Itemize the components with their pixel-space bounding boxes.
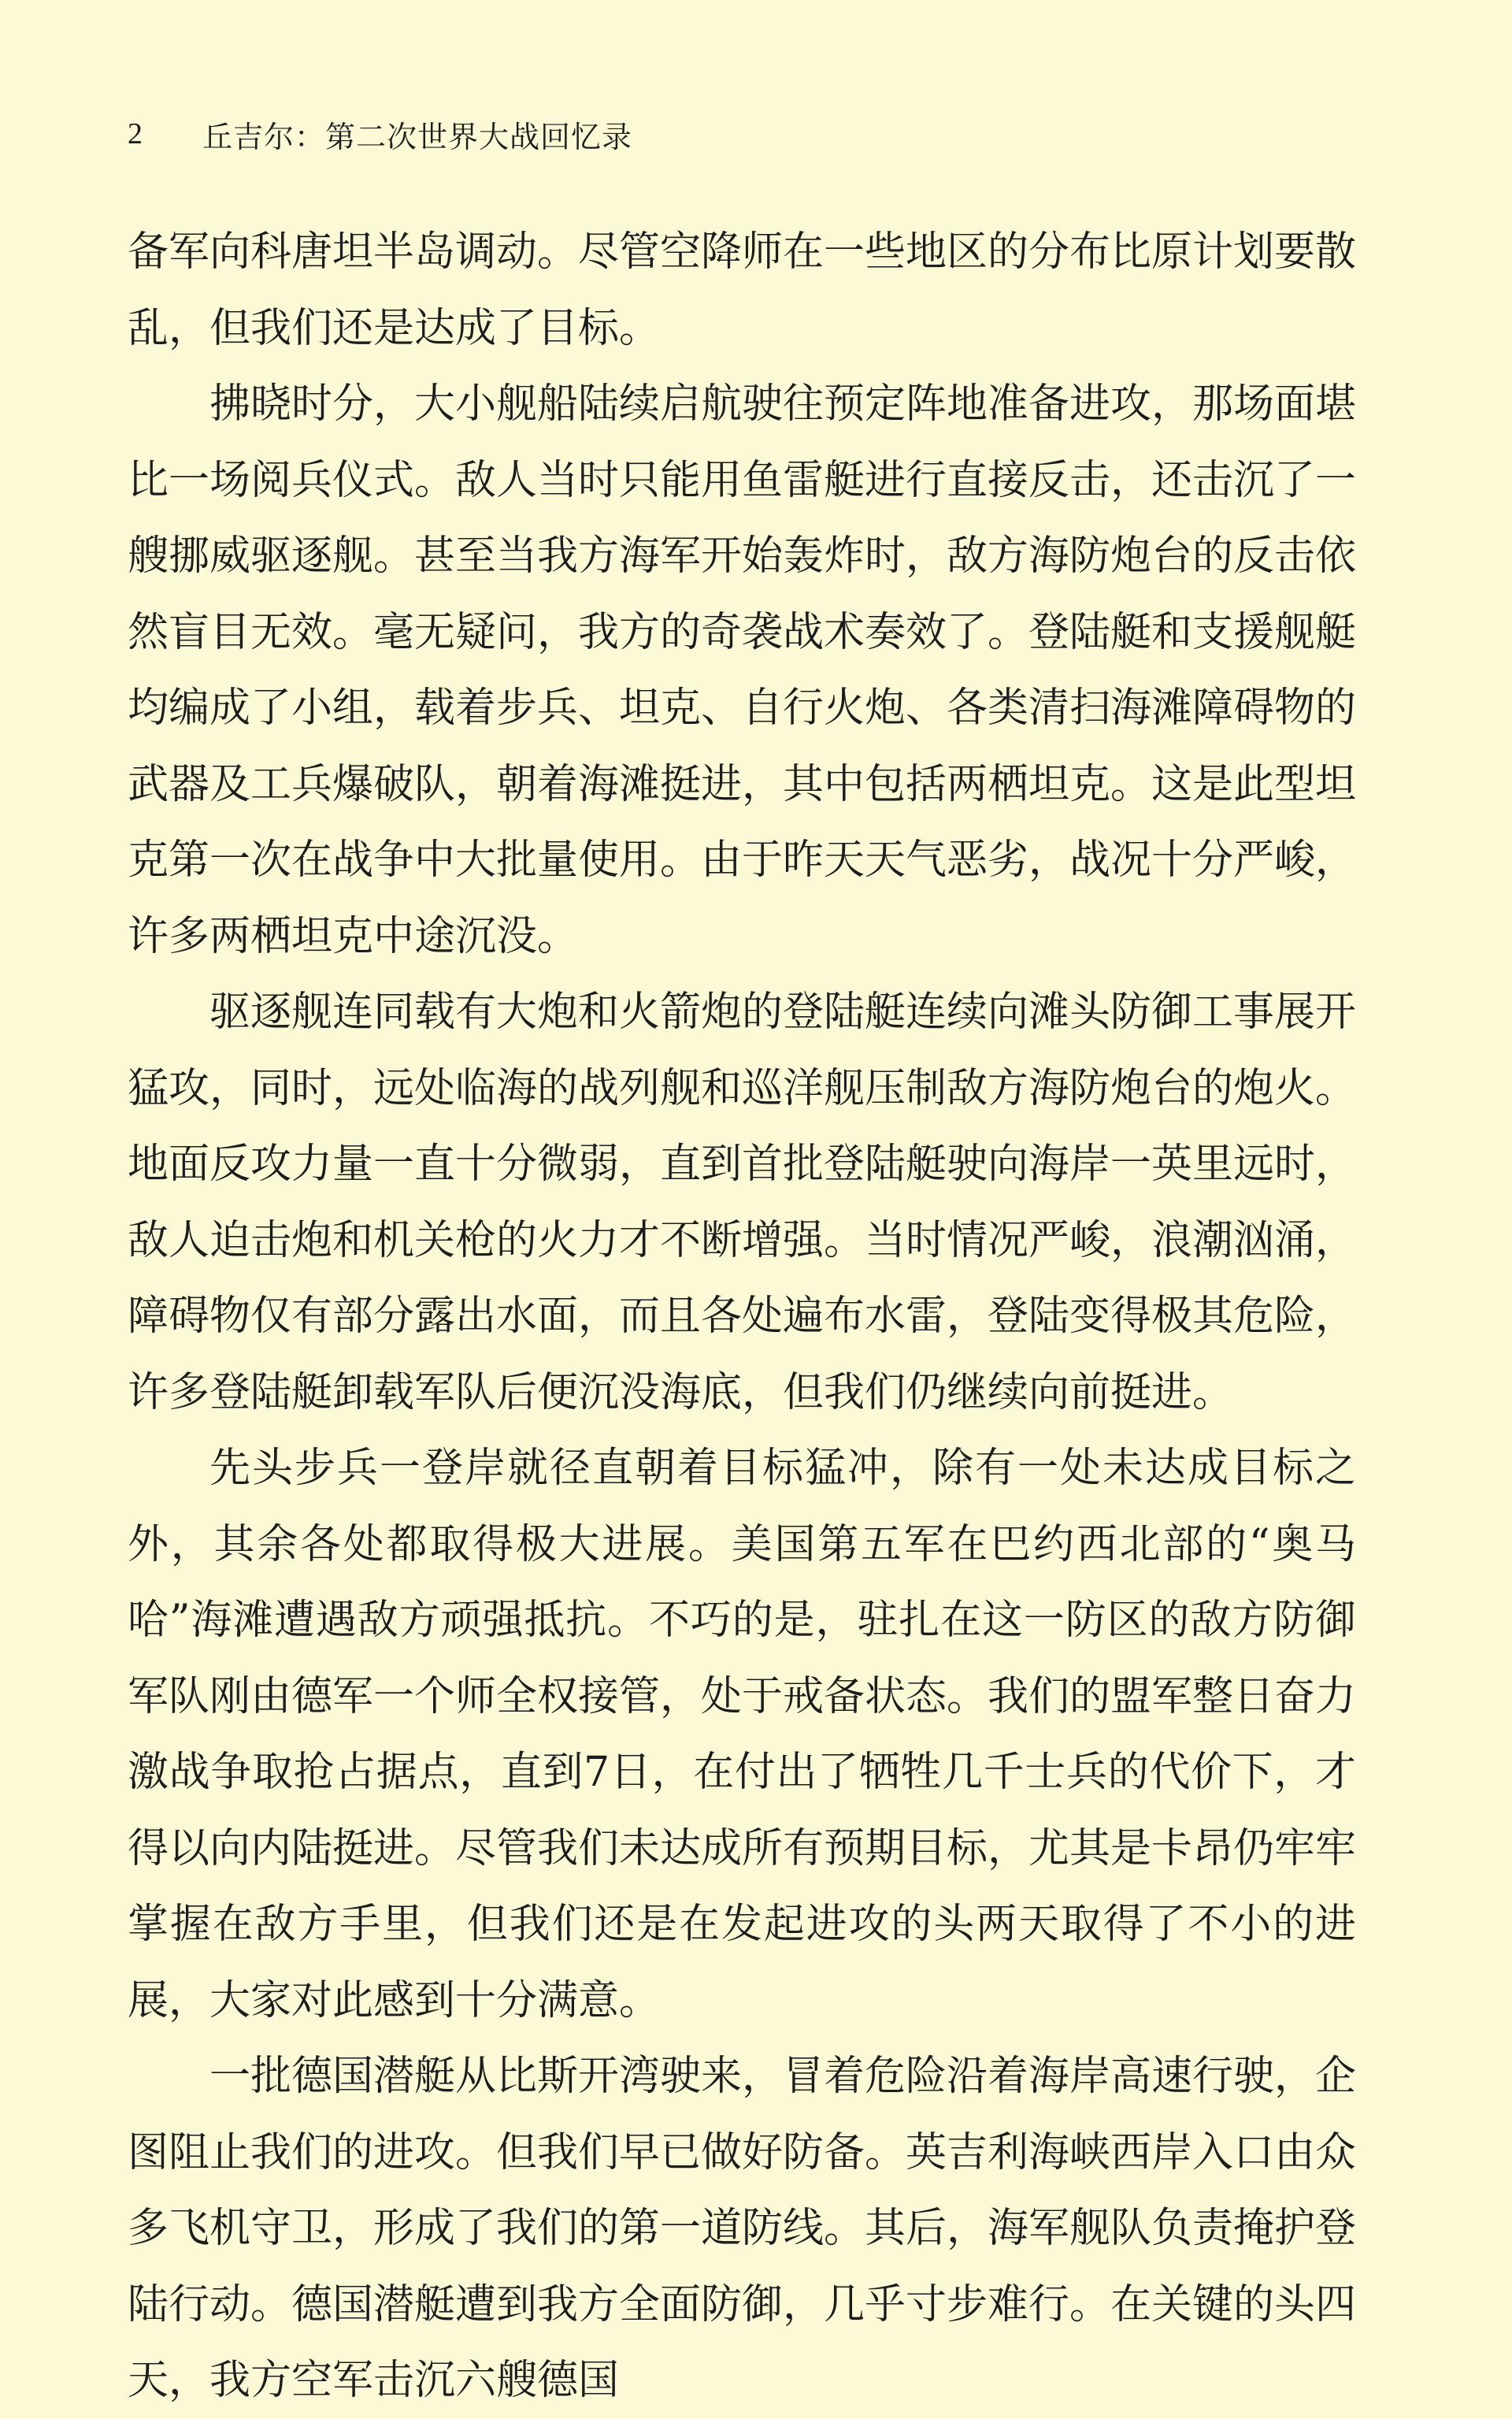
page-header: [128, 110, 632, 158]
paragraph-dawn-assault: 拂晓时分，大小舰船陆续启航驶往预定阵地准备进攻，那场面堪比一场阅兵仪式。敌人当时只能用鱼雷艇进行直接反击，还击沉了一艘挪威驱逐舰。甚至当我方海军开始轰炸时，敌方海防炮台的反击依然盲目无效。毫无疑问，我方的奇袭战术奏效了。登陆艇和支援舰艇均编成了小组，载着步兵、坦克、自行火炮、各类清扫海滩障碍物的武器及工兵爆破队，朝着海滩挺进，其中包括两栖坦克。这是此型坦克第一次在战争中大批量使用。由于昨天天气恶劣，战况十分严峻，许多两栖坦克中途沉没。: [128, 380, 1357, 960]
page-number: 2: [128, 117, 143, 150]
paragraph-uboat-defense: 一批德国潜艇从比斯开湾驶来，冒着危险沿着海岸高速行驶，企图阻止我们的进攻。但我们早已做好防备。英吉利海峡西岸入口由众多飞机守卫，形成了我们的第一道防线。其后，海军舰队负责掩护登陆行动。德国潜艇遭到我方全面防御，几乎寸步难行。在关键的头四天，我方空军击沉六艘德国: [128, 2053, 1357, 2404]
running-title: 丘吉尔：第二次世界大战回忆录: [202, 119, 633, 154]
page-body: [128, 214, 1356, 2419]
paragraph-continuation: 备军向科唐坦半岛调动。尽管空降师在一些地区的分布比原计划要散乱，但我们还是达成了目标。: [128, 228, 1357, 352]
paragraph-infantry-advance: 先头步兵一登岸就径直朝着目标猛冲，除有一处未达成目标之外，其余各处都取得极大进展。美国第五军在巴约西北部的“奥马哈”海滩遭遇敌方顽强抵抗。不巧的是，驻扎在这一防区的敌方防御军队刚由德军一个师全权接管，处于戒备状态。我们的盟军整日奋力激战争取抢占据点，直到7日，在付出了牺牲几千士兵的代价下，才得以向内陆挺进。尽管我们未达成所有预期目标，尤其是卡昂仍牢牢掌握在敌方手里，但我们还是在发起进攻的头两天取得了不小的进展，大家对此感到十分满意。: [128, 1445, 1357, 2024]
paragraph-destroyer-bombardment: 驱逐舰连同载有大炮和火箭炮的登陆艇连续向滩头防御工事展开猛攻，同时，远处临海的战列舰和巡洋舰压制敌方海防炮台的炮火。地面反攻力量一直十分微弱，直到首批登陆艇驶向海岸一英里远时，敌人迫击炮和机关枪的火力才不断增强。当时情况严峻，浪潮汹涌，障碍物仅有部分露出水面，而且各处遍布水雷，登陆变得极其危险，许多登陆艇卸载军队后便沉没海底，但我们仍继续向前挺进。: [128, 989, 1357, 1416]
